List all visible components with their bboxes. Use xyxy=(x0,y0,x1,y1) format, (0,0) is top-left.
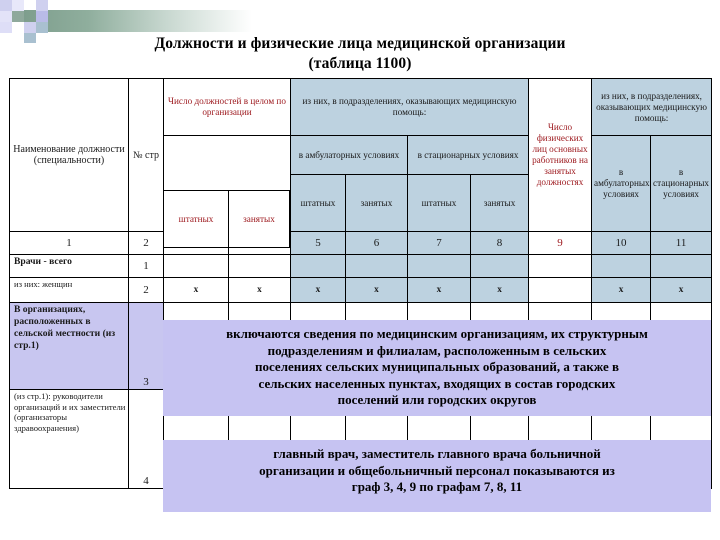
row-no-1: 1 xyxy=(129,255,164,278)
deco-square-2 xyxy=(12,0,24,11)
deco-square-5 xyxy=(12,11,24,22)
colnum-8: 8 xyxy=(471,232,529,255)
colnum-5: 5 xyxy=(291,232,346,255)
cell-r2-c5[interactable]: x xyxy=(291,278,346,303)
deco-square-1 xyxy=(0,0,12,11)
cell-r1-c6[interactable] xyxy=(346,255,408,278)
cell-r2-c9[interactable] xyxy=(529,278,592,303)
header-staffed-3: штатных xyxy=(408,175,471,232)
header-row-1 xyxy=(10,79,712,136)
cell-r1-c11[interactable] xyxy=(651,255,712,278)
header-name-specialty: Наименование должности (специальности) xyxy=(10,79,129,232)
column-number-row xyxy=(10,232,712,255)
callout2-line-1: главный врач, заместитель главного врача больничной xyxy=(273,446,601,461)
header-occupied-2: занятых xyxy=(346,175,408,232)
deco-square-8 xyxy=(24,22,36,33)
header-inpatient: в стационарных условиях xyxy=(408,136,529,175)
row-no-3: 3 xyxy=(129,303,164,390)
cell-r1-c10[interactable] xyxy=(592,255,651,278)
header-outpatient-2: в амбулаторных условиях xyxy=(592,136,651,232)
cell-r1-c4[interactable] xyxy=(229,255,291,278)
callout1-line-2: подразделениям и филиалам, расположенным в сельских xyxy=(267,342,607,358)
cell-r1-c7[interactable] xyxy=(408,255,471,278)
row-label-rural-organizations: В организациях, расположенных в сельской местности (из стр.1) xyxy=(10,303,129,390)
cell-r2-c6[interactable]: x xyxy=(346,278,408,303)
callout1-line-4: сельских населенных пунктах, входящих в состав городских xyxy=(258,375,616,391)
header-staffed-2: штатных xyxy=(291,175,346,232)
colnum-7: 7 xyxy=(408,232,471,255)
deco-square-9 xyxy=(36,22,48,33)
cell-r1-c3[interactable] xyxy=(164,255,229,278)
colnum-1: 1 xyxy=(10,232,129,255)
header-staffed-occupied-group xyxy=(163,190,290,248)
row-no-2: 2 xyxy=(129,278,164,303)
callout2-line-2: организации и общебольничный персонал показываются из xyxy=(259,462,615,478)
header-staffed-1: штатных xyxy=(163,190,228,248)
deco-square-6 xyxy=(36,11,48,22)
header-occupied-1: занятых xyxy=(228,190,290,248)
deco-square-3 xyxy=(36,0,48,11)
callout1-line-3: поселениях сельских муниципальных образований, а также в xyxy=(255,359,619,374)
cell-r2-c8[interactable]: x xyxy=(471,278,529,303)
positions-table xyxy=(9,78,712,489)
colnum-10: 10 xyxy=(592,232,651,255)
row-label-doctors-total: Врачи - всего xyxy=(10,255,129,278)
colnum-2: 2 xyxy=(129,232,164,255)
cell-r2-c11[interactable]: x xyxy=(651,278,712,303)
header-units-providing-care-2: из них, в подразделениях, оказывающих медицинскую помощь: xyxy=(592,79,712,136)
callout1-line-1: включаются сведения по медицинским организациям, их структурным xyxy=(226,326,648,341)
cell-r2-c4[interactable]: x xyxy=(229,278,291,303)
deco-gradient-bar xyxy=(24,10,252,32)
cell-r2-c3[interactable]: x xyxy=(164,278,229,303)
colnum-9: 9 xyxy=(529,232,592,255)
header-row-no: № стр xyxy=(129,79,164,232)
deco-square-7 xyxy=(0,22,12,33)
cell-r1-c8[interactable] xyxy=(471,255,529,278)
callout-rural-note xyxy=(163,320,711,416)
title-line-1: Должности и физические лица медицинской организации xyxy=(154,35,566,52)
table-row xyxy=(10,278,712,303)
cell-r1-c5[interactable] xyxy=(291,255,346,278)
cell-r1-c9[interactable] xyxy=(529,255,592,278)
deco-square-4 xyxy=(0,11,12,22)
table-row xyxy=(10,255,712,278)
row-label-of-which-women: из них: женщин xyxy=(10,278,129,303)
row-no-4: 4 xyxy=(129,390,164,489)
title-line-2: (таблица 1100) xyxy=(308,55,412,72)
row-label-heads-of-organizations: (из стр.1): руководители организаций и их заместители (организаторы здравоохранения) xyxy=(10,390,129,489)
callout2-line-3: граф 3, 4, 9 по графам 7, 8, 11 xyxy=(351,479,523,494)
cell-r2-c10[interactable]: x xyxy=(592,278,651,303)
header-total-positions: Число должностей в целом по организации xyxy=(164,79,291,136)
colnum-6: 6 xyxy=(346,232,408,255)
callout1-line-5: поселений или городских округов xyxy=(337,392,537,407)
header-units-providing-care: из них, в подразделениях, оказывающих медицинскую помощь: xyxy=(291,79,529,136)
page-title xyxy=(0,34,720,74)
header-outpatient: в амбулаторных условиях xyxy=(291,136,408,175)
header-occupied-3: занятых xyxy=(471,175,529,232)
colnum-11: 11 xyxy=(651,232,712,255)
cell-r2-c7[interactable]: x xyxy=(408,278,471,303)
callout-chief-doctor-note xyxy=(163,440,711,512)
header-physical-persons: Число физических лиц основных работников на занятых должностях xyxy=(529,79,592,232)
header-inpatient-2: в стационарных условиях xyxy=(651,136,712,232)
